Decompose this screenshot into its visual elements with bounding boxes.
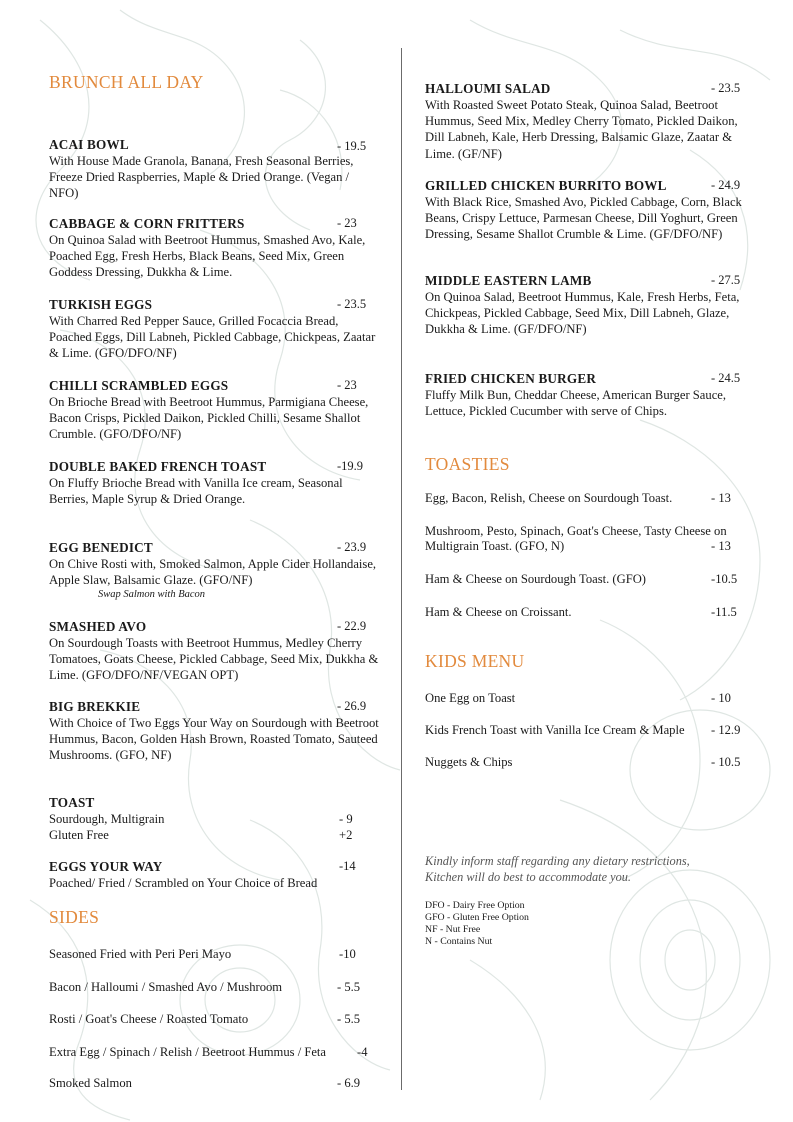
dietary-legend (425, 900, 529, 948)
item-description: With Roasted Sweet Potato Steak, Quinoa Salad, Beetroot Hummus, Seed Mix, Medley Cherry Tomato, Pickled Daikon, Dill Labneh, Kale, Herb Dressing, Balsamic Glaze, Zaatar & Lime. (GF/NF) (425, 98, 738, 161)
item-name: TURKISH EGGS (49, 297, 153, 312)
item-note: Swap Salmon with Bacon (98, 589, 206, 601)
kids-label: One Egg on Toast (425, 691, 516, 705)
item-name: FRIED CHICKEN BURGER (425, 371, 597, 386)
section-title-brunch: BRUNCH ALL DAY (49, 72, 204, 92)
advisory-line: Kitchen will do best to accommodate you. (425, 870, 631, 884)
item-description: With House Made Granola, Banana, Fresh Seasonal Berries, Freeze Dried Raspberries, Maple & Dried Orange. (Vegan / NFO) (49, 154, 354, 201)
toast-item (49, 795, 379, 811)
toast-label: Gluten Free (49, 828, 109, 842)
item-name: MIDDLE EASTERN LAMB (425, 273, 592, 288)
side-label: Seasoned Fried with Peri Peri Mayo (49, 947, 232, 961)
item-name: GRILLED CHICKEN BURRITO BOWL (425, 178, 667, 193)
toastie-row (425, 572, 738, 587)
legend-item: DFO - Dairy Free Option (425, 900, 525, 911)
item-price: - 19.5 (337, 139, 367, 153)
menu-item (49, 297, 379, 362)
item-name: EGG BENEDICT (49, 540, 153, 555)
side-row (49, 980, 361, 995)
menu-item (425, 273, 760, 338)
item-price: - 23 (337, 216, 357, 230)
item-description: On Chive Rosti with, Smoked Salmon, Apple Cider Hollandaise, Apple Slaw, Balsamic Glaze. (GFO/NF) (49, 557, 377, 588)
item-description: On Quinoa Salad, Beetroot Hummus, Kale, Fresh Herbs, Feta, Chickpeas, Pickled Cabbage, Seed Mix, Dill Labneh, Glaze, Dukkha & Lime. (GF/DFO/NF) (425, 290, 740, 337)
side-label: Bacon / Halloumi / Smashed Avo / Mushroom (49, 980, 283, 994)
menu-item (49, 378, 379, 443)
item-price: - 26.9 (337, 699, 367, 713)
legend-item: GFO - Gluten Free Option (425, 912, 529, 923)
item-price: - 23.5 (711, 81, 741, 95)
item-description: On Sourdough Toasts with Beetroot Hummus, Medley Cherry Tomatoes, Goats Cheese, Pickled Cabbage, Seed Mix, Dukkha & Lime. (GFO/DFO/NF/VEGAN OPT) (49, 636, 379, 683)
toast-price: +2 (339, 828, 353, 842)
side-price: - 5.5 (337, 980, 361, 994)
item-price: -14 (339, 859, 356, 873)
menu-item (425, 371, 760, 419)
toastie-price: -10.5 (711, 572, 738, 586)
item-name: CABBAGE & CORN FRITTERS (49, 216, 245, 231)
item-price: - 27.5 (711, 273, 741, 287)
item-name: HALLOUMI SALAD (425, 81, 551, 96)
toastie-label: Ham & Cheese on Croissant. (425, 605, 572, 619)
menu-item (425, 178, 760, 243)
toastie-price: - 13 (711, 539, 731, 553)
kids-label: Kids French Toast with Vanilla Ice Cream & Maple (425, 723, 685, 737)
menu-item (49, 459, 379, 507)
item-description: Fluffy Milk Bun, Cheddar Cheese, American Burger Sauce, Lettuce, Pickled Cucumber with serve of Chips. (425, 388, 727, 419)
legend-item: N - Contains Nut (425, 936, 493, 947)
section-title-sides: SIDES (49, 907, 100, 927)
side-row (49, 1012, 361, 1027)
item-price: -19.9 (337, 459, 364, 473)
toast-label: Sourdough, Multigrain (49, 812, 165, 826)
kids-row (425, 691, 731, 706)
item-price: - 23.9 (337, 540, 367, 554)
item-price: - 24.9 (711, 178, 741, 192)
toastie-label: Mushroom, Pesto, Spinach, Goat's Cheese, Tasty Cheese on (425, 524, 727, 538)
item-description: On Brioche Bread with Beetroot Hummus, Parmigiana Cheese, Bacon Crisps, Pickled Daikon, Pickled Chilli, Sesame Shallot Crumble. (GFO/DFO/NF) (49, 395, 369, 442)
toastie-row (425, 605, 737, 620)
item-price: - 23 (337, 378, 357, 392)
item-name: TOAST (49, 795, 95, 810)
menu-item (49, 699, 379, 764)
kids-price: - 10 (711, 691, 731, 705)
side-price: - 5.5 (337, 1012, 361, 1026)
kids-row (425, 755, 741, 770)
advisory-line: Kindly inform staff regarding any dietary restrictions, (425, 854, 690, 868)
menu-item (49, 216, 379, 281)
item-description: On Fluffy Brioche Bread with Vanilla Ice cream, Seasonal Berries, Maple Syrup & Dried Orange. (49, 476, 343, 507)
toastie-label: Ham & Cheese on Sourdough Toast. (GFO) (425, 572, 647, 586)
item-name: ACAI BOWL (49, 137, 129, 152)
dietary-advisory (425, 853, 690, 885)
item-description: On Quinoa Salad with Beetroot Hummus, Smashed Avo, Kale, Poached Egg, Fresh Herbs, Black Beans, Seed Mix, Green Goddess Dressing, Dukkha & Lime. (49, 233, 366, 280)
toast-row (49, 828, 379, 843)
item-price: - 24.5 (711, 371, 741, 385)
side-price: - 6.9 (337, 1076, 361, 1090)
menu-item (49, 859, 379, 891)
legend-item: NF - Nut Free (425, 924, 481, 935)
column-divider (401, 48, 402, 1090)
toastie-row (425, 491, 731, 506)
item-description: Poached/ Fried / Scrambled on Your Choice of Bread (49, 876, 318, 890)
side-row (49, 1076, 361, 1091)
item-name: CHILLI SCRAMBLED EGGS (49, 378, 229, 393)
item-name: EGGS YOUR WAY (49, 859, 163, 874)
item-name: DOUBLE BAKED FRENCH TOAST (49, 459, 267, 474)
toastie-label-line2: Multigrain Toast. (GFO, N) (425, 539, 565, 553)
item-description: With Black Rice, Smashed Avo, Pickled Cabbage, Corn, Black Beans, Crispy Lettuce, Parmesan Cheese, Dill Yoghurt, Green Dressing, Sesame Shallot Crumble & Lime. (GF/DFO/NF) (425, 195, 742, 242)
item-price: - 22.9 (337, 619, 367, 633)
menu-item (425, 81, 760, 162)
item-price: - 23.5 (337, 297, 367, 311)
kids-price: - 12.9 (711, 723, 741, 737)
toastie-price: - 13 (711, 491, 731, 505)
menu-item (49, 619, 379, 684)
toastie-price: -11.5 (711, 605, 737, 619)
side-label: Extra Egg / Spinach / Relish / Beetroot Hummus / Feta (49, 1045, 327, 1059)
item-name: BIG BREKKIE (49, 699, 141, 714)
side-price: -10 (339, 947, 356, 961)
side-price: -4 (357, 1045, 368, 1059)
menu-item (49, 137, 379, 202)
toast-price: - 9 (339, 812, 353, 826)
section-title-toasties: TOASTIES (425, 454, 510, 474)
side-label: Smoked Salmon (49, 1076, 132, 1090)
toastie-label: Egg, Bacon, Relish, Cheese on Sourdough Toast. (425, 491, 673, 505)
kids-row (425, 723, 741, 738)
side-row (49, 947, 356, 962)
side-row (49, 1045, 368, 1060)
kids-label: Nuggets & Chips (425, 755, 513, 769)
kids-price: - 10.5 (711, 755, 741, 769)
menu-item (49, 540, 379, 602)
toastie-row (425, 524, 731, 554)
item-description: With Choice of Two Eggs Your Way on Sourdough with Beetroot Hummus, Bacon, Golden Hash Brown, Roasted Tomato, Sauteed Mushrooms. (GFO, NF) (49, 716, 379, 763)
item-description: With Charred Red Pepper Sauce, Grilled Focaccia Bread, Poached Eggs, Dill Labneh, Pickled Cabbage, Chickpeas, Zaatar & Lime. (GFO/DFO/NF) (49, 314, 376, 361)
item-name: SMASHED AVO (49, 619, 147, 634)
toast-row (49, 812, 379, 827)
side-label: Rosti / Goat's Cheese / Roasted Tomato (49, 1012, 249, 1026)
section-title-kids: KIDS MENU (425, 651, 525, 671)
